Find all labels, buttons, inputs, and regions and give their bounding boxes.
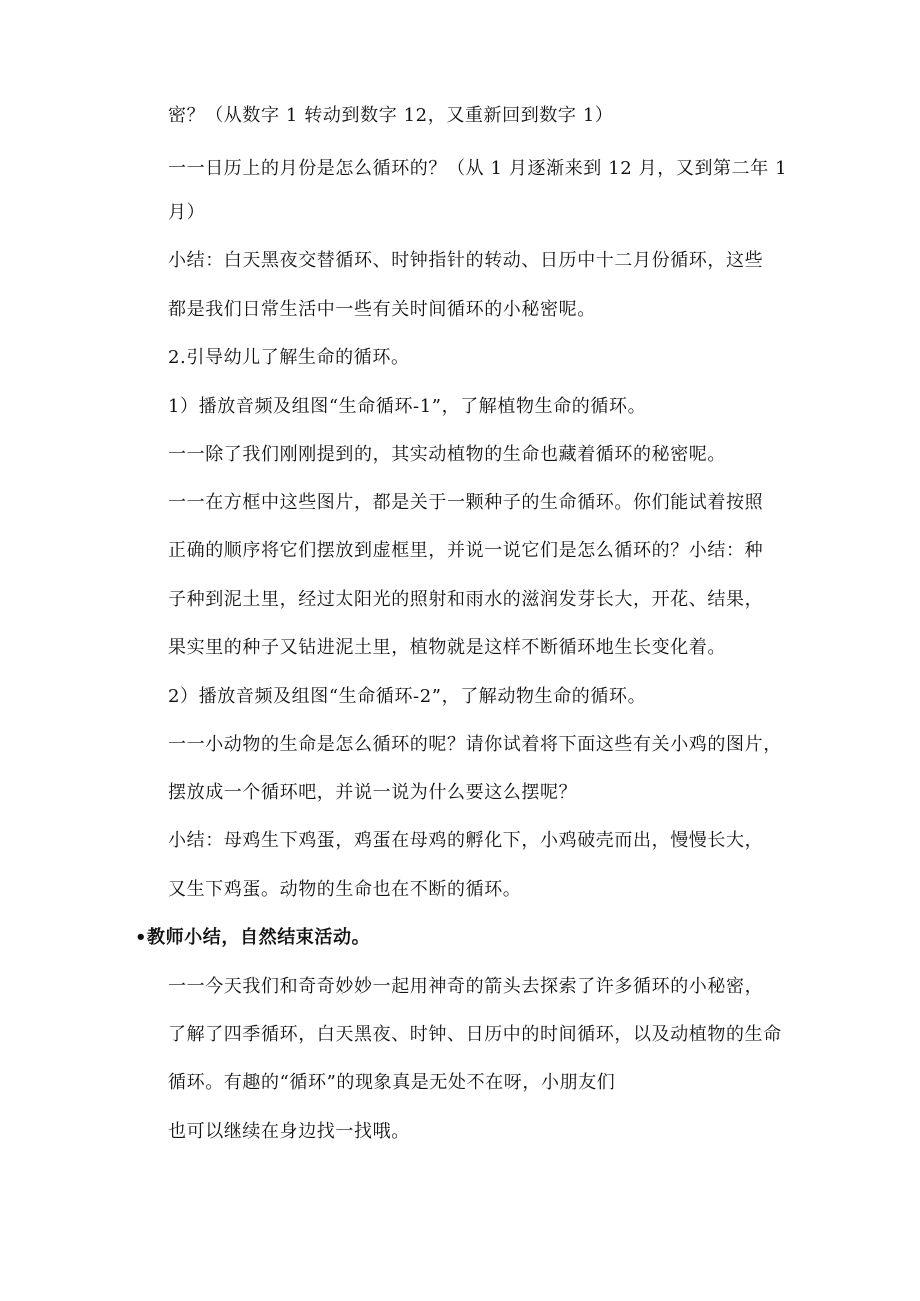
section-title: 教师小结，自然结束活动。 xyxy=(147,927,371,948)
closing-line-1: 一一今天我们和奇奇妙妙一起用神奇的箭头去探索了许多循环的小秘密， xyxy=(168,976,764,997)
summary-line-4: 又生下鸡蛋。动物的生命也在不断的循环。 xyxy=(168,879,522,900)
closing-line-2: 了解了四季循环，白天黑夜、时钟、日历中的时间循环，以及动植物的生命 xyxy=(168,1024,782,1045)
dialogue-line-5: 果实里的种子又钻进泥土里，植物就是这样不断循环地生长变化着。 xyxy=(168,637,726,658)
paragraph-line-1: 密？（从数字 1 转动到数字 12，又重新回到数字 1） xyxy=(168,105,614,126)
paragraph-line-3: 月） xyxy=(168,202,206,223)
dialogue-line-4: 子种到泥土里，经过太阳光的照射和雨水的滋润发芽长大，开花、结果， xyxy=(168,589,764,610)
dialogue-line-3: 正确的顺序将它们摆放到虚框里，并说一说它们是怎么循环的？小结：种 xyxy=(168,540,764,561)
dialogue-line-7: 摆放成一个循环吧，并说一说为什么要这么摆呢？ xyxy=(168,782,578,803)
closing-line-4: 也可以继续在身边找一找哦。 xyxy=(168,1121,410,1142)
summary-line-2: 都是我们日常生活中一些有关时间循环的小秘密呢。 xyxy=(168,299,596,320)
dialogue-line-2: 一一在方框中这些图片，都是关于一颗种子的生命循环。你们能试着按照 xyxy=(168,492,764,513)
summary-line-3: 小结：母鸡生下鸡蛋，鸡蛋在母鸡的孵化下，小鸡破壳而出，慢慢长大， xyxy=(168,830,764,851)
substep-1: 1）播放音频及组图“生命循环-1”，了解植物生命的循环。 xyxy=(168,396,647,417)
closing-line-3: 循环。有趣的“循环”的现象真是无处不在呀，小朋友们 xyxy=(168,1072,616,1093)
paragraph-line-2: 一一日历上的月份是怎么循环的？（从 1 月逐渐来到 12 月，又到第二年 1 xyxy=(168,158,788,179)
step-heading-2: 2.引导幼儿了解生命的循环。 xyxy=(168,347,410,368)
dialogue-line-6: 一一小动物的生命是怎么循环的呢？请你试着将下面这些有关小鸡的图片， xyxy=(168,734,782,755)
summary-line-1: 小结：白天黑夜交替循环、时钟指针的转动、日历中十二月份循环，这些 xyxy=(168,250,764,271)
dialogue-line-1: 一一除了我们刚刚提到的，其实动植物的生命也藏着循环的秘密呢。 xyxy=(168,444,726,465)
section-heading xyxy=(135,926,370,950)
substep-2: 2）播放音频及组图“生命循环-2”，了解动物生命的循环。 xyxy=(168,686,647,707)
bullet-icon: • xyxy=(135,927,148,948)
